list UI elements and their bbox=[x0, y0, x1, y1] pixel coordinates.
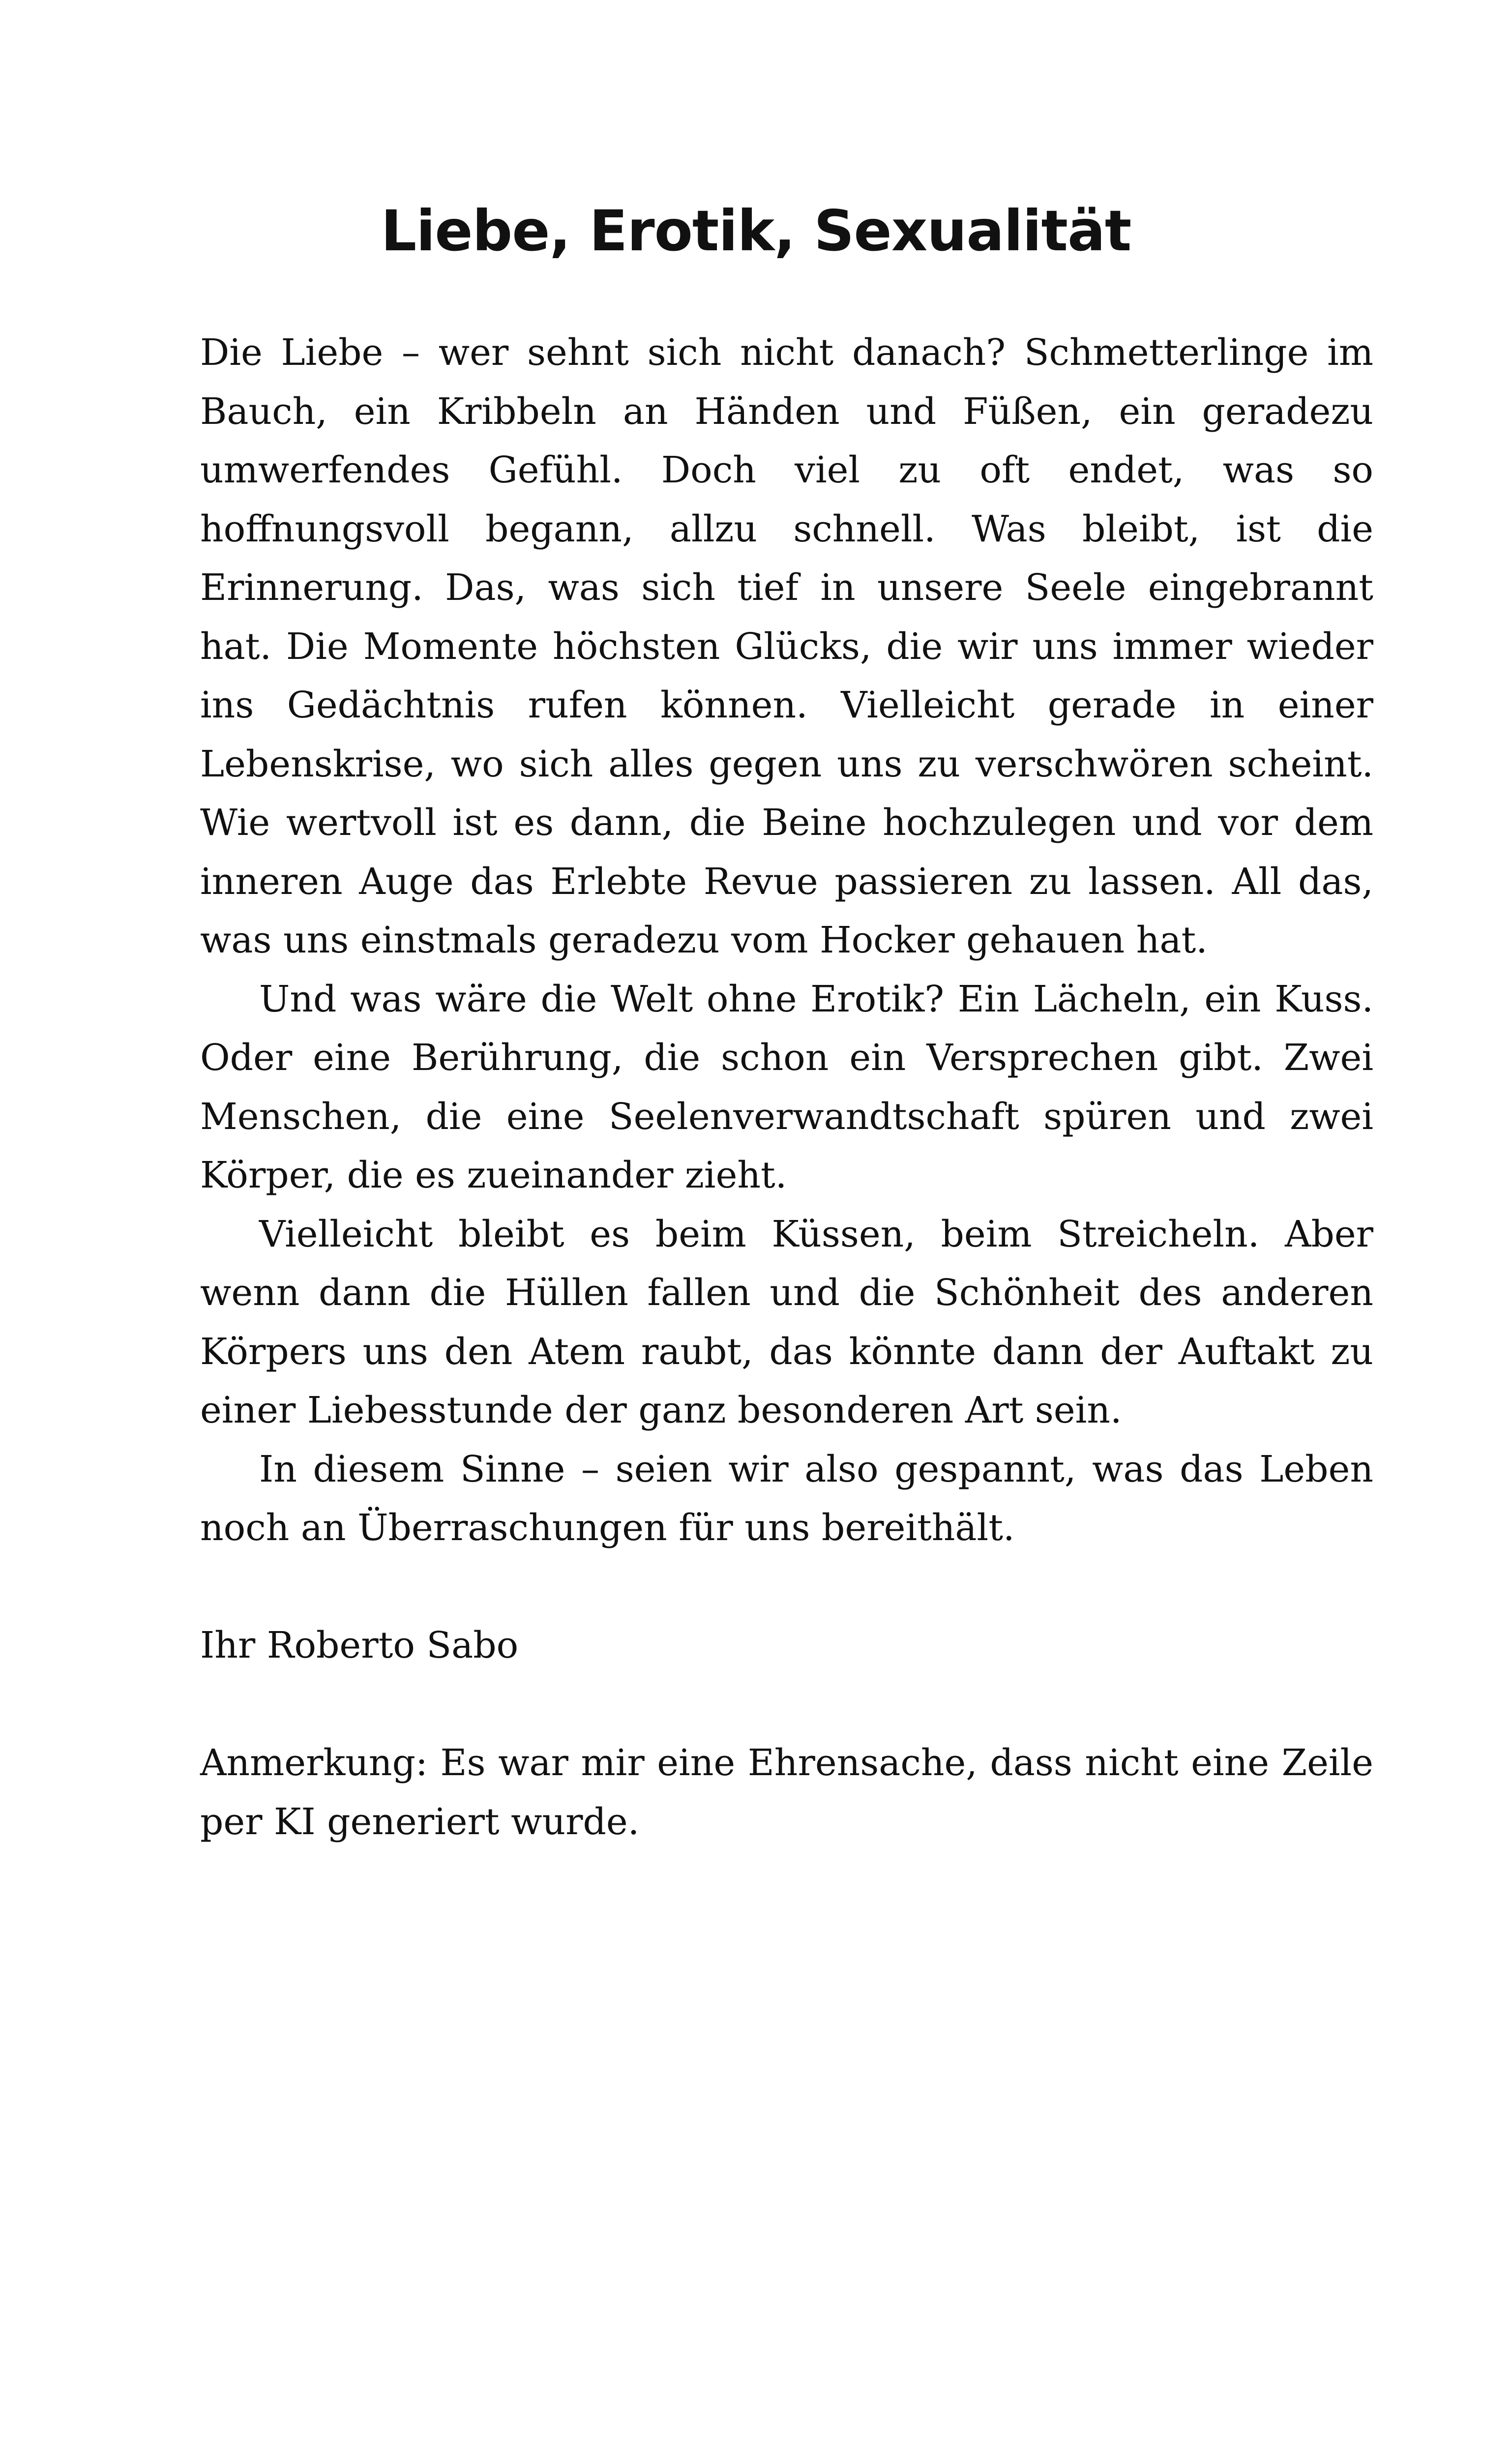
paragraph-4: In diesem Sinne – seien wir also gespannt, was das Leben noch an Überraschungen für uns bereithält. bbox=[200, 1448, 1373, 1549]
chapter-body bbox=[200, 324, 1373, 1851]
spacer bbox=[200, 1675, 1373, 1734]
paragraph-1: Die Liebe – wer sehnt sich nicht danach? Schmetterlinge im Bauch, ein Kribbeln an Händen und Füßen, ein geradezu umwerfendes Gefühl. Doch viel zu oft endet, was so hoffnungsvoll begann, allzu schnell. Was bleibt, ist die Erinnerung. Das, was sich tief in unsere Seele eingebrannt hat. Die Momente höchsten Glücks, die wir uns immer wieder ins Gedächtnis rufen können. Vielleicht gerade in einer Lebenskrise, wo sich alles gegen uns zu verschwören scheint. Wie wertvoll ist es dann, die Beine hochzulegen und vor dem inneren Auge das Erlebte Revue passieren zu lassen. All das, was uns einstmals geradezu vom Hocker gehauen hat. bbox=[200, 331, 1373, 961]
spacer bbox=[200, 1558, 1373, 1617]
paragraph-2: Und was wäre die Welt ohne Erotik? Ein Lächeln, ein Kuss. Oder eine Berührung, die schon ein Versprechen gibt. Zwei Menschen, die eine Seelenverwandtschaft spüren und zwei Körper, die es zueinander zieht. bbox=[200, 978, 1373, 1196]
author-note: Anmerkung: Es war mir eine Ehrensache, dass nicht eine Zeile per KI generiert wurde. bbox=[200, 1742, 1373, 1843]
chapter-title: Liebe, Erotik, Sexualität bbox=[381, 198, 1131, 264]
signature: Ihr Roberto Sabo bbox=[200, 1624, 519, 1666]
paragraph-3: Vielleicht bleibt es beim Küssen, beim Streicheln. Aber wenn dann die Hüllen fallen und die Schönheit des anderen Körpers uns den Atem raubt, das könnte dann der Auftakt zu einer Liebesstunde der ganz besonderen Art sein. bbox=[200, 1213, 1373, 1431]
